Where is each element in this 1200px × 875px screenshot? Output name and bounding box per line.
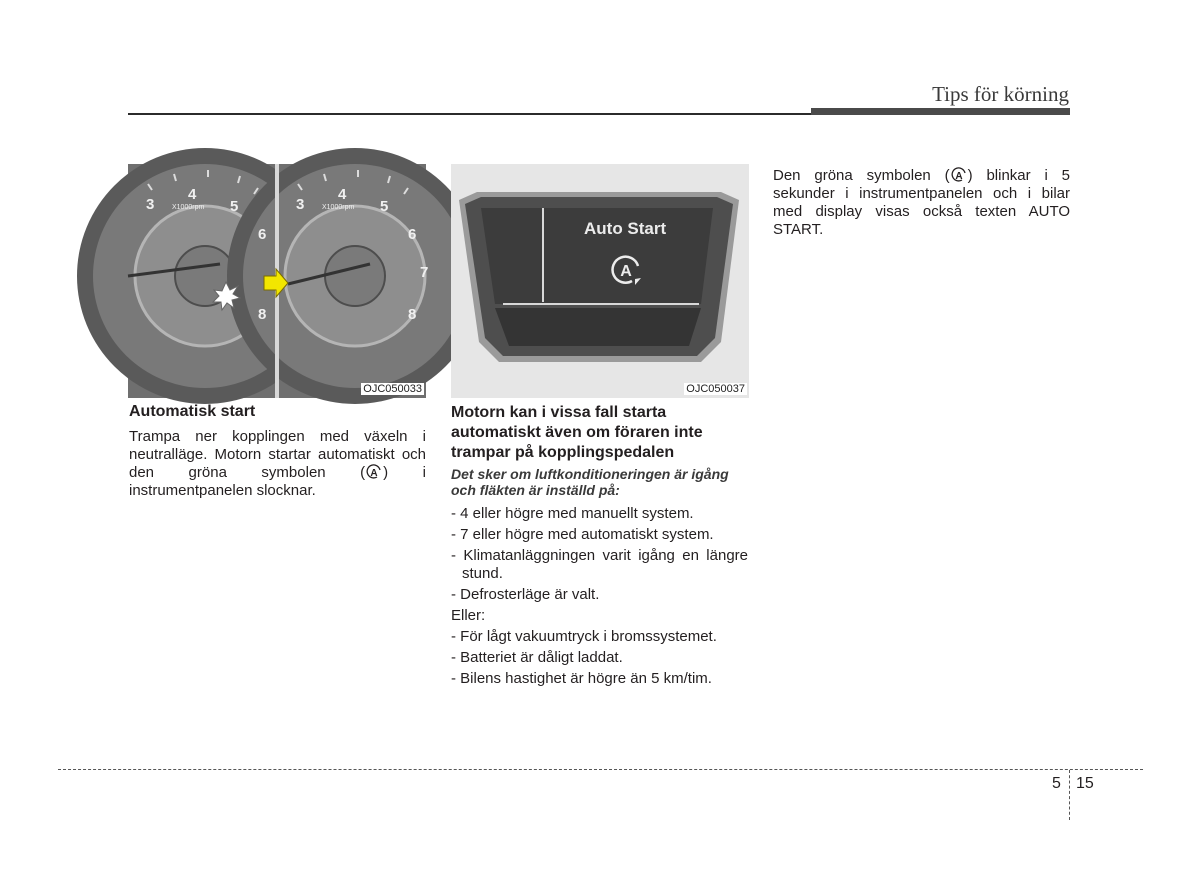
dial-left-tick-3: 3 <box>146 196 155 213</box>
footer-rule <box>58 769 1143 770</box>
dial-left-unit: X1000rpm <box>172 204 205 211</box>
list-item: - För lågt vakuumtryck i bromssystemet. <box>451 628 717 645</box>
list-item: - Defrosterläge är valt. <box>451 586 600 603</box>
dial-right-tick-7: 7 <box>420 264 429 281</box>
header-rule-accent <box>811 108 1070 115</box>
list-item: - 7 eller högre med automatiskt system. <box>451 526 714 543</box>
dial-right-unit: X1000rpm <box>322 204 355 211</box>
dial-right-tick-4: 4 <box>338 186 347 203</box>
auto-stop-a-icon <box>608 252 644 288</box>
section-heading: Automatisk start <box>129 403 256 420</box>
page-number: 15 <box>1076 775 1094 792</box>
figure-code: OJC050033 <box>363 383 422 395</box>
auto-stop-a-icon <box>366 464 382 480</box>
list-item: - Batteriet är dåligt laddat. <box>451 649 623 666</box>
list-item: - Klimatanläggningen varit igång en längre stund. <box>451 547 748 582</box>
or-label: Eller: <box>451 607 486 624</box>
list-item: - 4 eller högre med manuellt system. <box>451 505 694 522</box>
dial-right-tick-6: 6 <box>408 226 417 243</box>
auto-stop-a-icon <box>951 167 967 183</box>
dial-left-tick-6: 6 <box>258 226 267 243</box>
header-rule <box>128 113 818 115</box>
svg-text:A: A <box>620 263 632 280</box>
dial-right-tick-8: 8 <box>408 306 417 323</box>
para-text: Trampa ner kopplingen med växeln i neutralläge. Motorn startar automatiskt och den gröna symbolen ( <box>129 428 426 481</box>
dial-left-tick-4: 4 <box>188 186 197 203</box>
auto-start-button-illustration <box>451 164 749 398</box>
dial-left-tick-5: 5 <box>230 198 239 215</box>
italic-intro: Det sker om luftkonditioneringen är igång och fläkten är inställd på: <box>451 466 729 498</box>
auto-start-label: Auto Start <box>584 219 667 238</box>
dial-right-tick-3: 3 <box>296 196 305 213</box>
para-text: Den gröna symbolen ( <box>773 167 950 184</box>
para-text: ) blinkar i 5 sekunder i instrumentpanelen och i bilar med display visas också texten AUTO START. <box>773 167 1071 238</box>
dial-right-tick-5: 5 <box>380 198 389 215</box>
section-heading: Motorn kan i vissa fall starta automatiskt även om föraren inte trampar på kopplingspedalen <box>451 404 703 461</box>
chapter-number: 5 <box>1052 775 1061 792</box>
section-title: Tips för körning <box>932 82 1069 106</box>
footer-divider <box>1069 770 1070 820</box>
figure-code: OJC050037 <box>686 383 745 395</box>
list-item: - Bilens hastighet är högre än 5 km/tim. <box>451 670 712 687</box>
svg-text:A: A <box>954 171 963 182</box>
figure-tachometer <box>128 164 429 398</box>
para-text: ) i instrumentpanelen slocknar. <box>129 464 426 499</box>
svg-text:A: A <box>370 468 378 479</box>
figure-auto-start-button <box>451 164 749 398</box>
dial-left-tick-8: 8 <box>258 306 267 323</box>
body-paragraph <box>773 167 1070 239</box>
body-paragraph <box>129 428 426 500</box>
conditions-list <box>451 505 748 688</box>
